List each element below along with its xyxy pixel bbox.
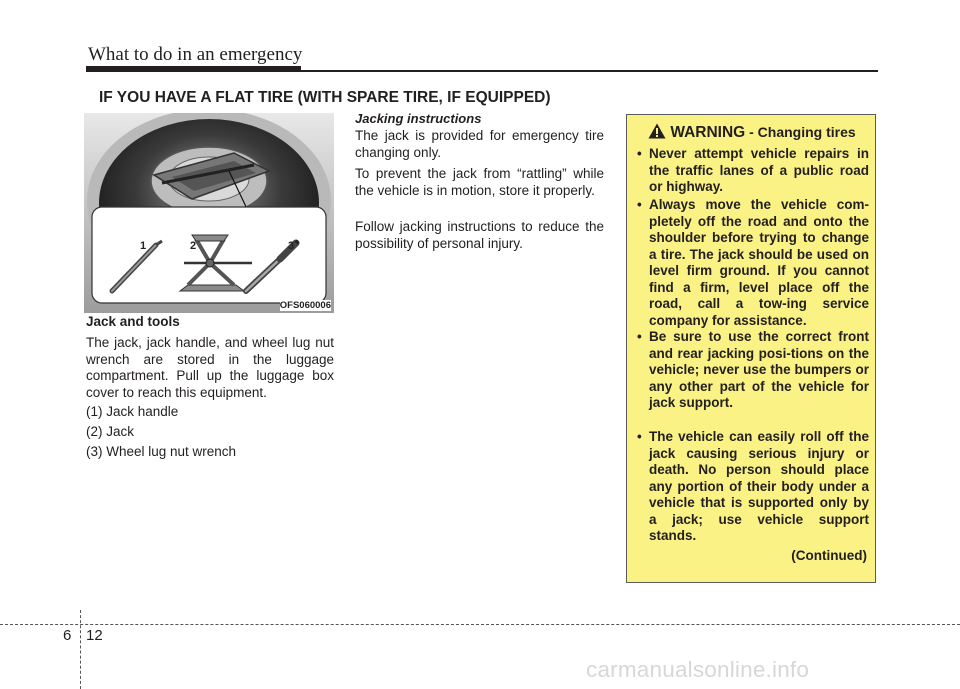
warning-triangle-icon	[648, 123, 666, 139]
warning-item	[637, 429, 869, 545]
list-item-jack: (2) Jack	[86, 424, 135, 439]
warning-item	[637, 146, 869, 196]
callout-1: 1	[140, 240, 147, 252]
warning-item-text: Be sure to use the correct front and rear jacking posi-tions on the vehicle; never use the bumpers or any other part of the vehicle for jack support.	[649, 329, 869, 410]
jacking-instructions-heading: Jacking instructions	[355, 111, 482, 126]
page-title: IF YOU HAVE A FLAT TIRE (WITH SPARE TIRE, IF EQUIPPED)	[99, 89, 551, 106]
callout-3: 3	[288, 240, 295, 252]
jack-tools-heading: Jack and tools	[86, 314, 180, 329]
bullet: •	[637, 329, 642, 344]
section-header: What to do in an emergency	[88, 44, 303, 65]
warning-item	[637, 197, 869, 329]
jack-tools-illustration	[84, 113, 334, 313]
bullet: •	[637, 197, 642, 212]
jacking-paragraph-2: To prevent the jack from “rattling” while the vehicle is in motion, store it properly.	[355, 166, 604, 198]
warning-box	[626, 114, 876, 583]
footer-divider	[80, 610, 81, 689]
figure-code: OFS060006	[279, 300, 331, 311]
continued-label: (Continued)	[791, 548, 867, 563]
callout-2: 2	[190, 240, 197, 252]
bullet: •	[637, 146, 642, 161]
watermark-link[interactable]: carmanualsonline.info	[586, 657, 810, 682]
warning-item-text: The vehicle can easily roll off the jack causing serious injury or death. No person should place any portion of their body under a vehicle that is supported only by a jack; use vehicle support stands.	[649, 429, 869, 543]
warning-subtitle: - Changing tires	[749, 124, 856, 140]
warning-header	[627, 123, 877, 142]
warning-item-text: Always move the vehicle com-pletely off the road and onto the shoulder before trying to change a tire. The jack should be used on level firm ground. If you cannot find a firm, level place off the road, call a tow-ing service company for assistance.	[649, 197, 869, 328]
chapter-number: 6	[63, 627, 72, 644]
footer-rule	[0, 624, 960, 625]
list-item-lug-wrench: (3) Wheel lug nut wrench	[86, 444, 237, 459]
luggage-compartment-drawing	[84, 113, 334, 313]
warning-label: WARNING	[670, 124, 746, 141]
jacking-paragraph-3: Follow jacking instructions to reduce the possibility of personal injury.	[355, 219, 604, 251]
bullet: •	[637, 429, 642, 444]
warning-item	[637, 329, 869, 412]
page-number: 12	[86, 627, 103, 644]
jack-tools-paragraph: The jack, jack handle, and wheel lug nut wrench are stored in the luggage compartment. Pull up the luggage box cover to reach this equipment.	[86, 335, 334, 400]
list-item-jack-handle: (1) Jack handle	[86, 404, 179, 419]
header-rule	[86, 70, 878, 72]
jacking-paragraph-1: The jack is provided for emergency tire changing only.	[355, 128, 604, 160]
warning-item-text: Never attempt vehicle repairs in the traffic lanes of a public road or highway.	[649, 146, 869, 194]
